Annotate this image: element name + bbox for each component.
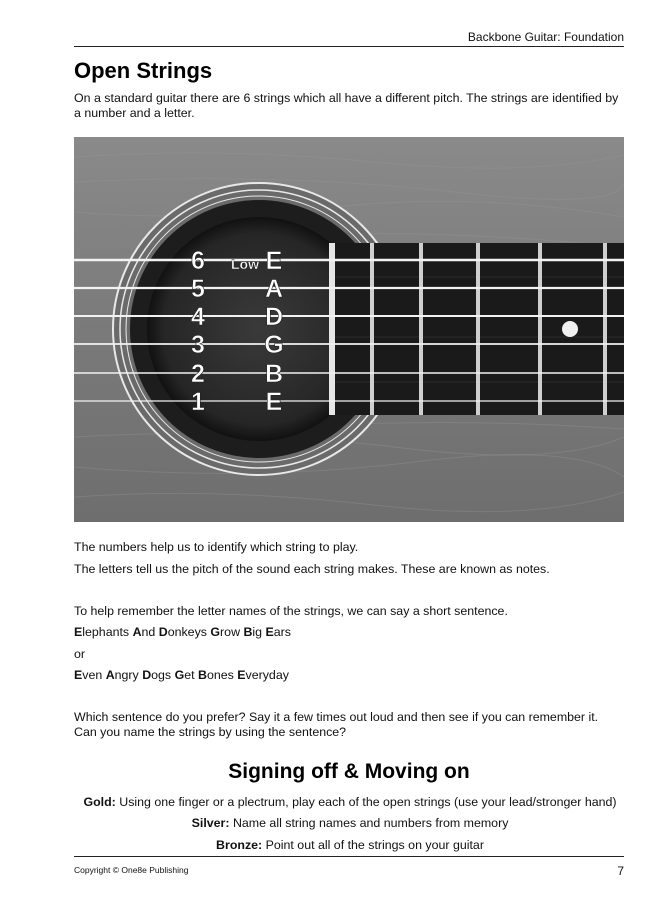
fret-marker-dot	[562, 321, 578, 337]
string-number-3: 3	[191, 331, 205, 359]
string-letter-4: D	[264, 303, 284, 331]
nut	[329, 243, 335, 415]
string-number-5: 5	[191, 275, 205, 303]
string-letter-6: E	[265, 247, 283, 275]
low-label: Low	[231, 256, 259, 272]
prefer-paragraph: Which sentence do you prefer? Say it a few times out loud and then see if you can remember it. Can you name the strings by using the sentence?	[74, 710, 599, 739]
bronze-task: Bronze: Point out all of the strings on your guitar	[216, 838, 484, 852]
mnemonic-sentence-2: Even Angry Dogs Get Bones Everyday	[74, 668, 289, 682]
silver-task: Silver: Name all string names and numbers from memory	[191, 816, 509, 830]
book-title-header: Backbone Guitar: Foundation	[467, 30, 624, 44]
string-number-1: 1	[191, 388, 205, 416]
string-letter-1: E	[265, 388, 283, 416]
page-title: Open Strings	[74, 58, 213, 83]
letters-paragraph: The letters tell us the pitch of the sound each string makes. These are known as notes.	[74, 562, 550, 576]
guitar-illustration	[74, 137, 624, 522]
intro-paragraph: On a standard guitar there are 6 strings which all have a different pitch. The strings are identified by a number and a letter.	[74, 91, 619, 120]
string-number-4: 4	[191, 303, 205, 331]
numbers-paragraph: The numbers help us to identify which string to play.	[74, 540, 359, 554]
string-number-6: 6	[191, 247, 205, 275]
guitar-strings-figure	[74, 137, 624, 522]
signoff-title: Signing off & Moving on	[228, 760, 470, 783]
page-number: 7	[617, 864, 624, 878]
footer-rule	[74, 856, 624, 857]
string-letter-5: A	[264, 275, 284, 303]
string-number-2: 2	[191, 360, 205, 388]
header-rule	[74, 46, 624, 47]
string-letter-3: G	[264, 331, 284, 359]
mnemonic-sentence-1: Elephants And Donkeys Grow Big Ears	[74, 625, 291, 639]
string-letter-2: B	[264, 360, 284, 388]
gold-task: Gold: Using one finger or a plectrum, play each of the open strings (use your lead/stronger hand)	[83, 795, 617, 809]
copyright-text: Copyright © One8e Publishing	[74, 865, 189, 875]
remember-paragraph: To help remember the letter names of the strings, we can say a short sentence.	[74, 604, 508, 618]
or-text: or	[74, 647, 86, 661]
